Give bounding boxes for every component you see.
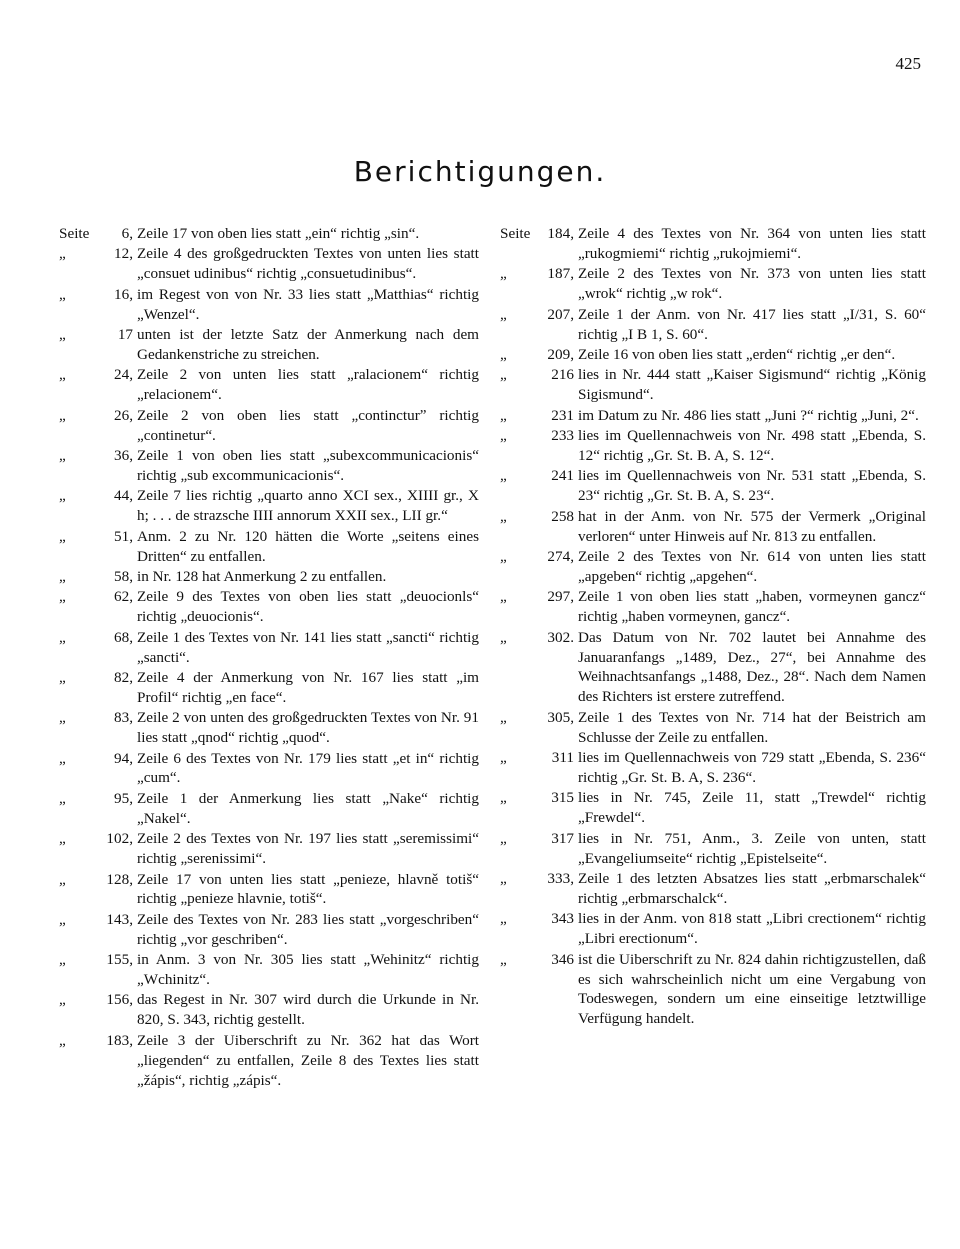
entry-page-number: 102, bbox=[106, 830, 133, 848]
correction-entry bbox=[500, 547, 926, 587]
entry-prefix: „ bbox=[59, 1031, 66, 1049]
entry-page-number: 143, bbox=[106, 910, 133, 928]
entry-text: Zeile 17 von unten lies statt „penieze, hlavně totiš“ richtig „penieze hlavnie, totiš“. bbox=[137, 870, 479, 908]
entry-page-number: 346 bbox=[551, 950, 574, 968]
correction-entry bbox=[59, 365, 479, 405]
entry-prefix: „ bbox=[59, 527, 66, 545]
entry-page-number: 16, bbox=[114, 285, 133, 303]
correction-entry bbox=[59, 990, 479, 1030]
entry-text: lies im Quellennachweis von 729 statt „Ebenda, S. 236“ richtig „Gr. St. B. A, S. 236“. bbox=[578, 749, 926, 786]
entry-text: Zeile 2 von oben lies statt „contincturˮ richtig „continetur“. bbox=[137, 406, 479, 444]
correction-entry bbox=[59, 628, 479, 668]
entry-prefix: „ bbox=[500, 507, 507, 525]
entry-prefix: „ bbox=[59, 487, 66, 505]
correction-entry bbox=[59, 244, 479, 284]
entry-prefix: „ bbox=[500, 829, 507, 847]
entry-text: lies im Quellennachweis von Nr. 498 statt „Ebenda, S. 12“ richtig „Gr. St. B. A, S. 12“. bbox=[578, 427, 926, 464]
correction-entry bbox=[59, 325, 479, 365]
correction-entry bbox=[59, 587, 479, 627]
correction-entry bbox=[59, 950, 479, 990]
entry-page-number: 68, bbox=[114, 628, 133, 646]
entry-page-number: 95, bbox=[114, 789, 133, 807]
correction-entry bbox=[500, 365, 926, 405]
entry-page-number: 315 bbox=[551, 789, 574, 807]
entry-text: Zeile 2 des Textes von Nr. 373 von unten lies statt „wrok“ richtig „w rok“. bbox=[578, 265, 926, 303]
entry-prefix: „ bbox=[59, 789, 66, 807]
entry-prefix: „ bbox=[500, 548, 507, 565]
entry-text: Zeile 1 der Anm. von Nr. 417 lies statt „I/31, S. 60“ richtig „I B 1, S. 60“. bbox=[578, 305, 926, 343]
entry-prefix: „ bbox=[500, 305, 507, 323]
entry-page-number: 58, bbox=[114, 567, 133, 585]
entry-prefix: „ bbox=[500, 427, 507, 445]
correction-entry bbox=[500, 345, 926, 365]
correction-entry bbox=[500, 305, 926, 345]
correction-entry bbox=[59, 285, 479, 325]
entry-page-number: 184, bbox=[547, 225, 574, 242]
entry-prefix: „ bbox=[59, 991, 66, 1009]
entry-page-number: 82, bbox=[114, 668, 133, 686]
entry-prefix: „ bbox=[59, 628, 66, 646]
correction-entry bbox=[59, 708, 479, 748]
entry-text: hat in der Anm. von Nr. 575 der Vermerk „Original verloren“ unter Hinweis auf Nr. 813 zu entfallen. bbox=[578, 507, 926, 545]
entry-prefix: „ bbox=[59, 446, 66, 464]
correction-entry bbox=[59, 870, 479, 910]
entry-prefix: „ bbox=[59, 285, 66, 303]
entry-text: Zeile 2 des Textes von Nr. 197 lies statt „seremissimi“ richtig „serenissimi“. bbox=[137, 830, 479, 868]
entry-page-number: 36, bbox=[114, 446, 133, 464]
entry-text: Zeile 1 des Textes von Nr. 141 lies statt „sancti“ richtig „sancti“. bbox=[137, 628, 479, 666]
entry-text: Zeile 7 lies richtig „quarto anno XCI sex., XIIII gr., X h; . . . de strazsche IIII annorum XXII sex., LII gr.“ bbox=[137, 487, 479, 525]
entry-page-number: 187, bbox=[547, 265, 574, 283]
correction-entry bbox=[500, 748, 926, 788]
correction-entry bbox=[59, 406, 479, 446]
entry-prefix: „ bbox=[59, 709, 66, 727]
correction-entry bbox=[59, 910, 479, 950]
entry-prefix: „ bbox=[500, 366, 507, 384]
entry-prefix: „ bbox=[500, 467, 507, 485]
correction-entry bbox=[59, 446, 479, 486]
entry-page-number: 51, bbox=[114, 527, 133, 545]
entry-text: unten ist der letzte Satz der Anmerkung nach dem Gedankenstriche zu streichen. bbox=[137, 326, 479, 363]
entry-prefix: „ bbox=[500, 910, 507, 928]
correction-entry bbox=[500, 426, 926, 466]
entry-text: lies im Quellennachweis von Nr. 531 statt „Ebenda, S. 23“ richtig „Gr. St. B. A, S. 23“. bbox=[578, 467, 926, 505]
entry-text: lies in Nr. 444 statt „Kaiser Sigismund“ richtig „König Sigismund“. bbox=[578, 366, 926, 404]
correction-entry bbox=[500, 264, 926, 304]
entry-text: in Nr. 128 hat Anmerkung 2 zu entfallen. bbox=[137, 567, 387, 585]
entry-prefix: „ bbox=[59, 326, 66, 344]
entry-prefix: „ bbox=[59, 245, 66, 263]
entry-text: Zeile 1 von oben lies statt „subexcommunicacionis“ richtig „sub excommunicacionis“. bbox=[137, 446, 479, 484]
entry-prefix: „ bbox=[59, 366, 66, 384]
entry-page-number: 24, bbox=[114, 366, 133, 384]
entry-prefix: „ bbox=[59, 749, 66, 767]
entry-page-number: 302. bbox=[547, 628, 574, 646]
correction-entry bbox=[59, 749, 479, 789]
entry-prefix: „ bbox=[500, 870, 507, 887]
entry-prefix: „ bbox=[500, 588, 507, 606]
entry-prefix: „ bbox=[500, 789, 507, 807]
correction-entry bbox=[500, 587, 926, 627]
correction-entry bbox=[500, 507, 926, 547]
entry-text: lies in der Anm. von 818 statt „Libri crectionem“ richtig „Libri erectionum“. bbox=[578, 910, 926, 948]
entry-text: Zeile 1 der Anmerkung lies statt „Nake“ richtig „Nakel“. bbox=[137, 789, 479, 827]
entry-text: Zeile 4 des Textes von Nr. 364 von unten lies statt „rukogmiemi“ richtig „rukojmiemi“. bbox=[578, 225, 926, 262]
entry-text: Zeile 9 des Textes von oben lies statt „deuocionls“ richtig „deuocionis“. bbox=[137, 588, 479, 626]
correction-entry bbox=[500, 950, 926, 1030]
entry-text: im Regest von von Nr. 33 lies statt „Matthias“ richtig „Wenzel“. bbox=[137, 285, 479, 323]
entry-page-number: 207, bbox=[547, 305, 574, 323]
correction-entry bbox=[500, 466, 926, 506]
correction-entry bbox=[500, 829, 926, 869]
entry-page-number: 209, bbox=[547, 345, 574, 363]
correction-entry bbox=[500, 869, 926, 909]
entry-page-number: 297, bbox=[547, 588, 574, 606]
correction-entry bbox=[59, 567, 479, 587]
entry-text: Zeile 4 der Anmerkung von Nr. 167 lies statt „im Profil“ richtig „en face“. bbox=[137, 668, 479, 706]
entry-text: Zeile 3 der Uiberschrift zu Nr. 362 hat das Wort „liegenden“ zu entfallen, Zeile 8 des Textes lies statt „žápis“, richtig „zápis“. bbox=[137, 1031, 479, 1089]
entry-page-number: 17 bbox=[117, 326, 133, 344]
entry-text: Zeile 4 des großgedruckten Textes von unten lies statt „consuet udinibus“ richtig „consuetudinibus“. bbox=[137, 245, 479, 283]
entry-page-number: 128, bbox=[106, 870, 133, 888]
entry-text: Zeile 2 von unten des großgedruckten Textes von Nr. 91 lies statt „qnod“ richtig „quod“. bbox=[137, 709, 479, 747]
entry-page-number: 305, bbox=[547, 708, 574, 726]
entry-text: Zeile 17 von oben lies statt „ein“ richtig „sin“. bbox=[137, 225, 420, 242]
correction-entry bbox=[500, 224, 926, 264]
entry-text: im Datum zu Nr. 486 lies statt „Juni ?“ richtig „Juni, 2“. bbox=[578, 406, 919, 424]
entry-prefix: „ bbox=[500, 628, 507, 646]
entry-prefix: „ bbox=[500, 406, 507, 424]
entry-prefix: „ bbox=[59, 406, 66, 424]
entry-page-number: 12, bbox=[114, 245, 133, 263]
entry-page-number: 183, bbox=[106, 1031, 133, 1049]
entry-text: Zeile 6 des Textes von Nr. 179 lies statt „et in“ richtig „cum“. bbox=[137, 749, 479, 787]
entry-page-number: 333, bbox=[547, 870, 574, 887]
correction-entry bbox=[59, 486, 479, 526]
entry-prefix: „ bbox=[500, 345, 507, 363]
entry-prefix: Seite bbox=[500, 225, 531, 242]
entry-text: Zeile des Textes von Nr. 283 lies statt „vorgeschriben“ richtig „vor geschriben“. bbox=[137, 910, 479, 948]
entry-prefix: „ bbox=[59, 668, 66, 686]
entry-prefix: „ bbox=[59, 567, 66, 585]
entry-text: lies in Nr. 751, Anm., 3. Zeile von unten, statt „Evangeliumseite“ richtig „Epistelseite“. bbox=[578, 829, 926, 867]
entry-page-number: 62, bbox=[114, 588, 133, 606]
correction-entry bbox=[500, 628, 926, 708]
correction-entry bbox=[59, 668, 479, 708]
left-column bbox=[59, 224, 479, 1091]
entry-page-number: 231 bbox=[551, 406, 574, 424]
entry-page-number: 6, bbox=[121, 225, 133, 242]
entry-prefix: „ bbox=[59, 588, 66, 606]
entry-page-number: 155, bbox=[106, 951, 133, 969]
page-number: 425 bbox=[895, 54, 921, 73]
entry-page-number: 156, bbox=[106, 991, 133, 1009]
entry-page-number: 241 bbox=[551, 467, 574, 485]
entry-page-number: 258 bbox=[551, 507, 574, 525]
entry-page-number: 274, bbox=[547, 548, 574, 565]
entry-page-number: 44, bbox=[114, 487, 133, 505]
entry-prefix: „ bbox=[59, 830, 66, 848]
entry-text: in Anm. 3 von Nr. 305 lies statt „Wehinitz“ richtig „Wchinitz“. bbox=[137, 951, 479, 989]
correction-entry bbox=[500, 406, 926, 426]
entry-prefix: „ bbox=[500, 950, 507, 968]
entry-page-number: 216 bbox=[551, 366, 574, 384]
correction-entry bbox=[59, 527, 479, 567]
correction-entry bbox=[59, 1031, 479, 1091]
entry-prefix: „ bbox=[59, 910, 66, 928]
correction-entry bbox=[59, 224, 479, 244]
correction-entry bbox=[500, 708, 926, 748]
entry-page-number: 317 bbox=[551, 829, 574, 847]
entry-page-number: 94, bbox=[114, 749, 133, 767]
entry-text: Zeile 16 von oben lies statt „erden“ richtig „er den“. bbox=[578, 345, 896, 363]
entry-prefix: „ bbox=[59, 951, 66, 969]
entry-prefix: „ bbox=[59, 870, 66, 888]
entry-page-number: 26, bbox=[114, 406, 133, 424]
entry-prefix: „ bbox=[500, 708, 507, 726]
page-title: Berichtigungen. bbox=[353, 155, 607, 188]
entry-text: Zeile 2 von unten lies statt „ralacionem“ richtig „relacionem“. bbox=[137, 366, 479, 404]
entry-page-number: 83, bbox=[114, 709, 133, 727]
entry-page-number: 343 bbox=[551, 910, 574, 928]
correction-entry bbox=[59, 829, 479, 869]
entry-text: lies in Nr. 745, Zeile 11, statt „Trewdel“ richtig „Frewdel“. bbox=[578, 789, 926, 827]
entry-page-number: 311 bbox=[551, 749, 574, 767]
entry-text: Zeile 2 des Textes von Nr. 614 von unten lies statt „apgeben“ richtig „apgehen“. bbox=[578, 548, 926, 585]
entry-prefix: „ bbox=[500, 265, 507, 283]
entry-text: Zeile 1 des Textes von Nr. 714 hat der Beistrich am Schlusse der Zeile zu entfallen. bbox=[578, 708, 926, 746]
entry-text: ist die Uiberschrift zu Nr. 824 dahin richtigzustellen, daß es sich wahrscheinlich nicht um eine Vergabung von Todeswegen, sondern um eine einseitige letztwillige Verfügung handelt. bbox=[578, 950, 926, 1028]
entry-prefix: „ bbox=[500, 749, 507, 767]
entry-page-number: 233 bbox=[551, 427, 574, 445]
correction-entry bbox=[500, 909, 926, 949]
entry-text: Zeile 1 des letzten Absatzes lies statt „erbmarschalek“ richtig „erbmarschalck“. bbox=[578, 870, 926, 907]
entry-text: Das Datum von Nr. 702 lautet bei Annahme des Januaranfangs „1489, Dez., 27“, bei Annahme des Weihnachtsanfangs „1488, Dez., 28“. Nach dem Namen des Richters ist erstere zutreffend. bbox=[578, 628, 926, 706]
right-column bbox=[500, 224, 926, 1030]
entry-prefix: Seite bbox=[59, 225, 90, 242]
entry-text: Anm. 2 zu Nr. 120 hätten die Worte „seitens eines Dritten“ zu entfallen. bbox=[137, 527, 479, 565]
entry-text: das Regest in Nr. 307 wird durch die Urkunde in Nr. 820, S. 343, richtig gestellt. bbox=[137, 991, 479, 1029]
correction-entry bbox=[500, 788, 926, 828]
entry-text: Zeile 1 von oben lies statt „haben, vormeynen gancz“ richtig „haben vormeynen, gancz“. bbox=[578, 588, 926, 626]
correction-entry bbox=[59, 789, 479, 829]
